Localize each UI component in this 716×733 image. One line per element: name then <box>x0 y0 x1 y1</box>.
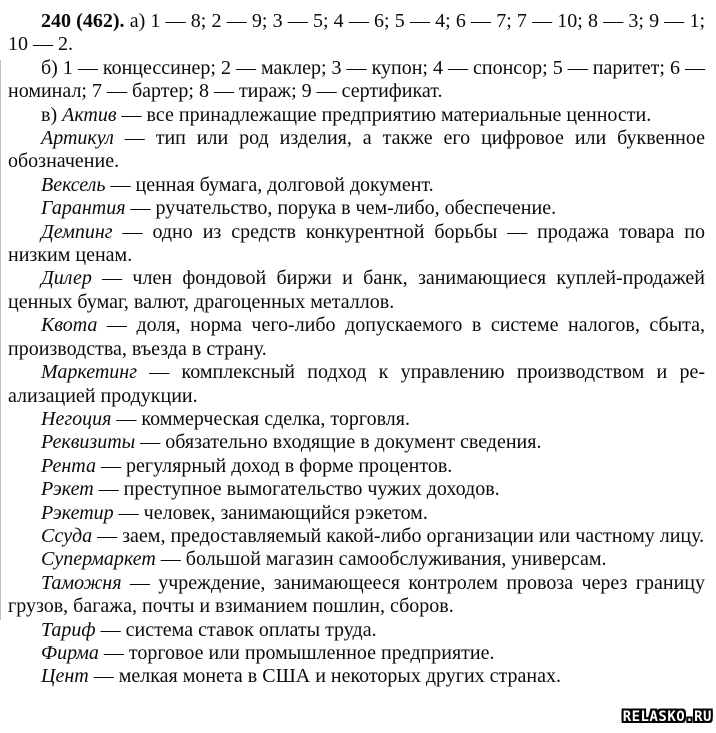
answer-part-v <box>8 104 705 127</box>
definition-paragraph <box>8 197 705 220</box>
problem-number: 240 (462). <box>41 10 125 32</box>
definition-term: Рэкет <box>41 478 94 501</box>
answer-part-a <box>8 10 705 57</box>
definition-text: — коммерческая сделка, торговля. <box>116 407 410 430</box>
definition-text: — регулярный доход в форме процентов. <box>100 454 453 477</box>
definition-text: — комплексный подход к управлению производством и реализацией продукции. <box>8 361 706 407</box>
definition-term: Цент <box>41 665 89 688</box>
definition-paragraph <box>8 361 705 408</box>
definition-text: — торговое или промышленное предприятие. <box>103 641 495 664</box>
definition-term: Тариф <box>41 618 96 641</box>
definition-term: Ссуда <box>41 524 93 547</box>
definition-term: Демпинг <box>41 220 113 243</box>
part-b-label: б) <box>41 56 58 79</box>
definition-term: Негоция <box>41 407 112 430</box>
part-b-text: 1 — концессинер; 2 — маклер; 3 — купон; 4 — спонсор; 5 — паритет; 6 — номинал; 7 — бартер; 8 — тираж; 9 — сертификат. <box>8 56 705 103</box>
definition-paragraph <box>8 665 705 688</box>
definition-term: Актив <box>62 103 117 126</box>
definition-text: — мелкая монета в США и некоторых других странах. <box>93 665 561 688</box>
definition-paragraph <box>8 267 705 314</box>
definition-paragraph <box>8 619 705 642</box>
definition-term: Рента <box>41 454 96 477</box>
definition-term: Фирма <box>41 641 99 664</box>
definition-term: Гарантия <box>41 197 126 220</box>
definition-paragraph <box>8 408 705 431</box>
definition-text: — обязательно входящие в документ сведения. <box>140 431 542 454</box>
definition-text: — учреждение, занимающееся контролем провоза через границу грузов, багажа, почты и взиманием пошлин, сборов. <box>8 571 705 618</box>
definition-term: Дилер <box>41 267 92 290</box>
definition-text: — преступное вымогательство чужих доходов. <box>98 478 500 501</box>
definition-paragraph <box>8 502 705 525</box>
definition-paragraph <box>8 642 705 665</box>
definition-text: — член фондовой биржи и банк, занимающиеся куплей-продажей ценных бумаг, валют, драгоценных металлов. <box>8 267 705 313</box>
definition-term: Таможня <box>41 571 122 594</box>
definition-text: — ручательство, порука в чем-либо, обеспечение. <box>130 197 557 220</box>
definition-paragraph <box>8 221 705 268</box>
definition-term: Супермаркет <box>41 548 156 571</box>
definition-paragraph <box>8 314 705 361</box>
definition-paragraph <box>8 478 705 501</box>
definition-text: — доля, норма чего-либо допускаемого в системе налогов, сбыта, производства, въезда в страну. <box>8 314 705 360</box>
answer-part-b <box>8 57 705 104</box>
definition-text: — тип или род изделия, а также его цифровое или буквенное обозначение. <box>8 127 706 173</box>
definition-term: Квота <box>41 314 98 337</box>
definition-term: Маркетинг <box>41 361 138 384</box>
definition-text: — человек, занимающийся рэкетом. <box>118 501 428 524</box>
definition-term: Рэкетир <box>41 501 114 524</box>
definition-paragraph <box>8 525 705 548</box>
part-v-label: в) <box>41 103 58 126</box>
definition-paragraph <box>8 127 705 174</box>
definition-term: Реквизиты <box>41 431 136 454</box>
scan-edge-artifact <box>0 60 1 620</box>
definition-paragraph <box>8 455 705 478</box>
part-a-text: 1 — 8; 2 — 9; 3 — 5; 4 — 6; 5 — 4; 6 — 7; 7 — 10; 8 — 3; 9 — 1; 10 — 2. <box>8 10 706 56</box>
definition-text: — заем, предоставляемый какой-либо организации или частному лицу. <box>97 524 705 547</box>
definition-text: — большой магазин самообслуживания, универсам. <box>160 548 607 571</box>
definition-text: — одно из средств конкурентной борьбы — продажа товара по низким ценам. <box>8 220 705 267</box>
definition-paragraph <box>8 548 705 571</box>
definition-paragraph <box>8 431 705 454</box>
definition-text: — система ставок оплаты труда. <box>100 618 377 641</box>
definition-paragraph <box>8 174 705 197</box>
definition-term: Вексель <box>41 173 106 196</box>
watermark-logo: RELASKO.RU <box>622 709 712 725</box>
definition-term: Артикул <box>41 127 114 150</box>
definition-text: — ценная бумага, долговой документ. <box>110 173 434 196</box>
definition-paragraph <box>8 572 705 619</box>
part-a-label: а) <box>129 10 146 32</box>
definition-text: — все принадлежащие предприятию материальные ценности. <box>121 103 652 126</box>
